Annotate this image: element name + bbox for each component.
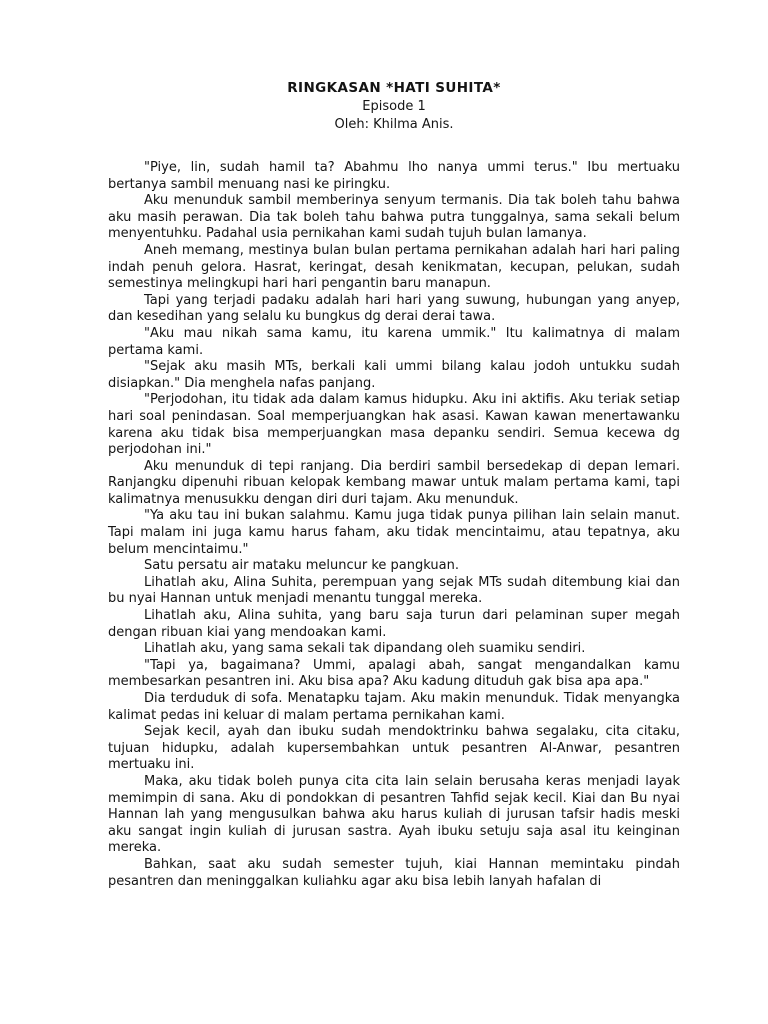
paragraph: Bahkan, saat aku sudah semester tujuh, kiai Hannan memintaku pindah pesantren dan meninggalkan kuliahku agar aku bisa lebih lanyah hafalan di bbox=[108, 856, 680, 889]
paragraph: "Sejak aku masih MTs, berkali kali ummi bilang kalau jodoh untukku sudah disiapkan." Dia menghela nafas panjang. bbox=[108, 359, 680, 391]
paragraph: "Ya aku tau ini bukan salahmu. Kamu juga tidak punya pilihan lain selain manut. Tapi malam ini juga kamu harus faham, aku tidak mencintaimu, atau tepatnya, aku belum mencintaimu." bbox=[108, 508, 680, 557]
paragraph: "Perjodohan, itu tidak ada dalam kamus hidupku. Aku ini aktifis. Aku teriak setiap hari soal penindasan. Soal memperjuangkan hak asasi. Kawan kawan menertawanku karena aku tidak bisa memperjuangkan masa depanku sendiri. Semua kecewa dg perjodohan ini." bbox=[108, 392, 680, 458]
episode-label: Episode 1 bbox=[362, 99, 426, 114]
paragraph: Aku menunduk sambil memberinya senyum termanis. Dia tak boleh tahu bahwa aku masih perawan. Dia tak boleh tahu bahwa putra tunggalnya, sama sekali belum menyentuhku. Padahal usia pernikahan kami sudah tujuh bulan lamanya. bbox=[108, 193, 680, 242]
paragraph: Lihatlah aku, Alina suhita, yang baru saja turun dari pelaminan super megah dengan ribuan kiai yang mendoakan kami. bbox=[108, 608, 680, 640]
paragraph: Aku menunduk di tepi ranjang. Dia berdiri sambil bersedekap di depan lemari. Ranjangku dipenuhi ribuan kelopak kembang mawar untuk malam pertama kami, tapi kalimatnya menusukku dengan diri duri tajam. Aku menunduk. bbox=[108, 458, 680, 507]
paragraph: Lihatlah aku, yang sama sekali tak dipandang oleh suamiku sendiri. bbox=[144, 641, 586, 657]
paragraph: Tapi yang terjadi padaku adalah hari hari yang suwung, hubungan yang anyep, dan kesedihan yang selalu ku bungkus dg derai derai tawa. bbox=[108, 292, 680, 325]
paragraph: Aneh memang, mestinya bulan bulan pertama pernikahan adalah hari hari paling indah penuh gelora. Hasrat, keringat, desah kenikmatan, kecupan, pelukan, sudah semestinya melingkupi hari hari pengantin baru manapun. bbox=[108, 242, 680, 292]
paragraph: "Piye, lin, sudah hamil ta? Abahmu lho nanya ummi terus." Ibu mertuaku bertanya sambil menuang nasi ke piringku. bbox=[108, 160, 680, 192]
paragraph: Lihatlah aku, Alina Suhita, perempuan yang sejak MTs sudah ditembung kiai dan bu nyai Hannan untuk menjadi menantu tunggal mereka. bbox=[108, 574, 680, 607]
paragraph: "Aku mau nikah sama kamu, itu karena ummik." Itu kalimatnya di malam pertama kami. bbox=[108, 325, 680, 358]
paragraph: Satu persatu air mataku meluncur ke pangkuan. bbox=[144, 558, 459, 574]
paragraph: "Tapi ya, bagaimana? Ummi, apalagi abah, sangat mengandalkan kamu membesarkan pesantren ini. Aku bisa apa? Aku kadung dituduh gak bisa apa apa." bbox=[108, 657, 680, 690]
paragraph: Dia terduduk di sofa. Menatapku tajam. Aku makin menunduk. Tidak menyangka kalimat pedas ini keluar di malam pertama pernikahan kami. bbox=[108, 691, 680, 723]
paragraph: Sejak kecil, ayah dan ibuku sudah mendoktrinku bahwa segalaku, cita citaku, tujuan hidupku, adalah kupersembahkan untuk pesantren Al-Anwar, pesantren mertuaku ini. bbox=[108, 724, 680, 773]
document-title: RINGKASAN *HATI SUHITA* bbox=[287, 80, 501, 96]
author-line: Oleh: Khilma Anis. bbox=[334, 117, 454, 132]
paragraph: Maka, aku tidak boleh punya cita cita lain selain berusaha keras menjadi layak memimpin di sana. Aku di pondokkan di pesantren Tahfid sejak kecil. Kiai dan Bu nyai Hannan lah yang mengusulkan bahwa aku harus kuliah di jurusan tafsir hadis meski aku sangat ingin kuliah di jurusan sastra. Ayah ibuku setuju saja asal itu keinginan mereka. bbox=[108, 773, 680, 856]
document-body bbox=[108, 160, 680, 890]
